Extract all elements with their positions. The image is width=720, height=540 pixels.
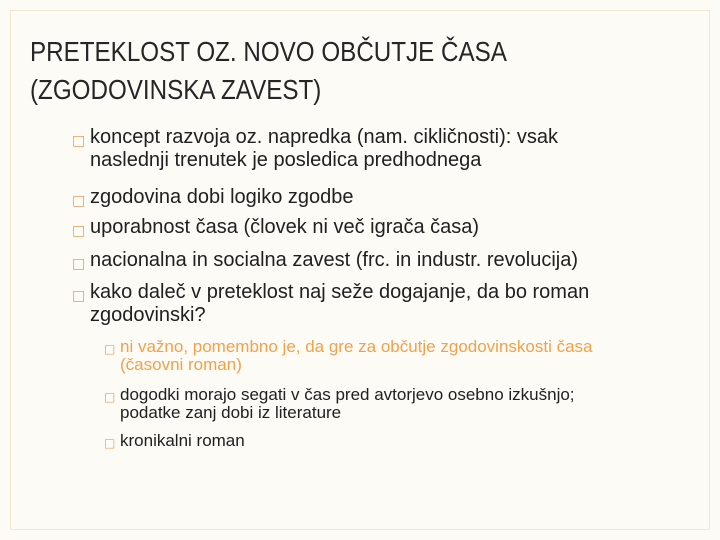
sub-bullet-text [120,386,700,422]
square-bullet-icon: □ [72,193,86,209]
sub-bullet-text [120,338,700,374]
bullet-line: nacionalna in socialna zavest (frc. in industr. revolucija) [90,249,579,271]
square-bullet-icon: □ [72,288,86,304]
square-bullet-icon: □ [72,256,86,272]
bullet-line: kako daleč v preteklost naj seže dogajanje, da bo roman [90,281,590,303]
bullet-line: koncept razvoja oz. napredka (nam. cikličnosti): vsak [90,126,558,148]
square-bullet-icon: □ [104,342,116,356]
title-line: (ZGODOVINSKA ZAVEST) [30,74,322,105]
sub-bullet-line: kronikalni roman [120,431,245,450]
square-bullet-icon: □ [72,223,86,239]
bullet-text [90,126,700,172]
bullet-text [90,216,700,239]
bullet-text [90,186,700,209]
bullet-line: zgodovinski? [90,304,206,326]
bullet-line: zgodovina dobi logiko zgodbe [90,186,354,208]
bullet-text [90,249,700,272]
square-bullet-icon: □ [72,133,86,149]
sub-bullet-line: podatke zanj dobi iz literature [120,403,342,422]
sub-bullet-line: (časovni roman) [120,355,242,374]
title-line: PRETEKLOST OZ. NOVO OBČUTJE ČASA [30,36,507,67]
sub-bullet-text [120,432,700,450]
bullet-line: naslednji trenutek je posledica predhodnega [90,149,482,171]
square-bullet-icon: □ [104,436,116,450]
sub-bullet-line: ni važno, pomembno je, da gre za občutje zgodovinskosti časa [120,337,593,356]
sub-bullet-line: dogodki morajo segati v čas pred avtorjevo osebno izkušnjo; [120,385,575,404]
square-bullet-icon: □ [104,390,116,404]
bullet-text [90,281,700,327]
bullet-line: uporabnost časa (človek ni več igrača časa) [90,216,480,238]
